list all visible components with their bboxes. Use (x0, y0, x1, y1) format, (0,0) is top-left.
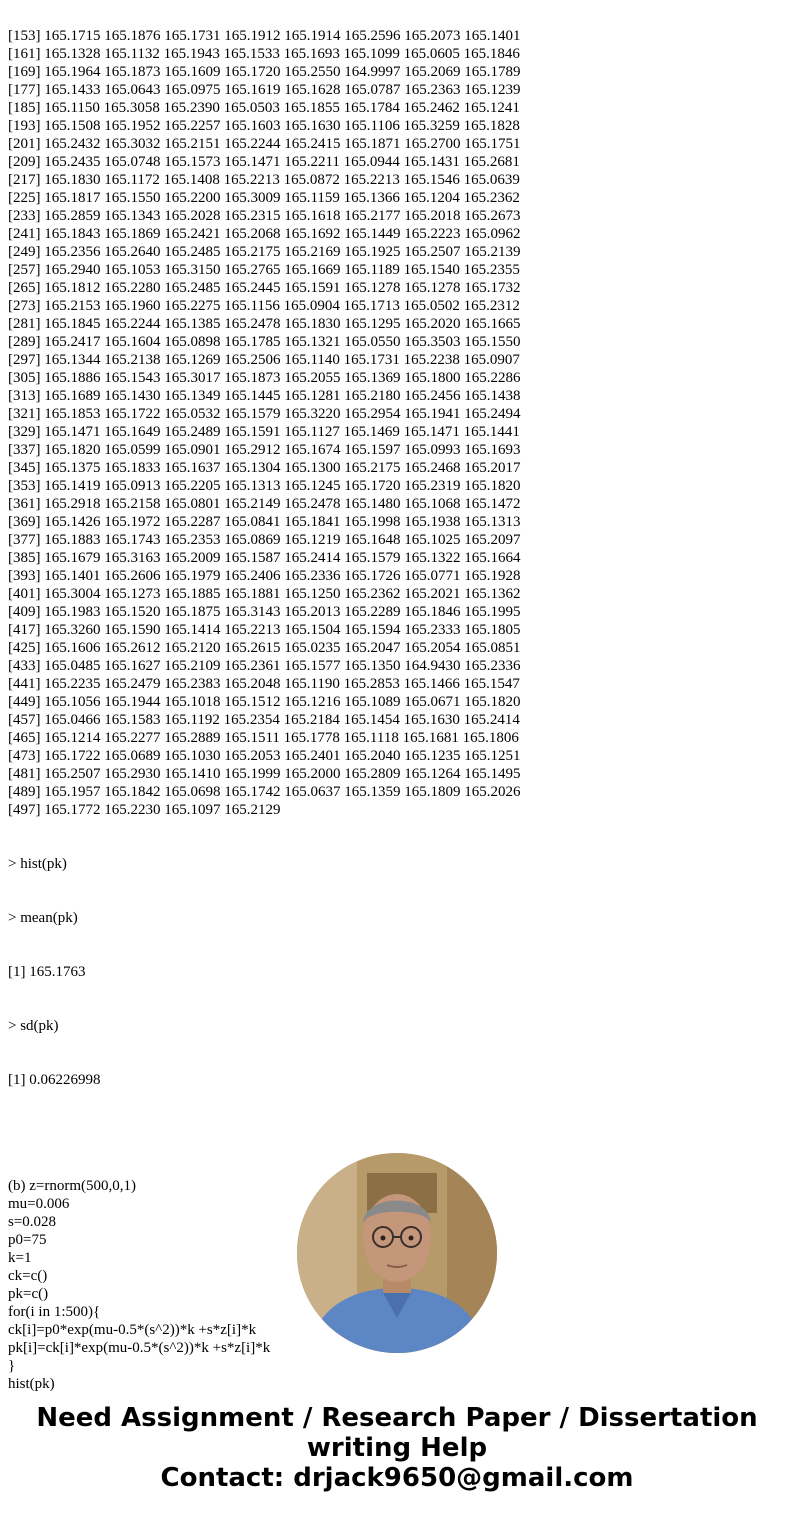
output-line: [441] 165.2235 165.2479 165.2383 165.2048 165.1190 165.2853 165.1466 165.1547 (8, 676, 520, 692)
code-line: ck[i]=p0*exp(mu-0.5*(s^2))*k +s*z[i]*k (8, 1322, 257, 1338)
code-line: ck=c() (8, 1268, 48, 1284)
output-line: [377] 165.1883 165.1743 165.2353 165.0869 165.1219 165.1648 165.1025 165.2097 (8, 532, 521, 548)
code-line: (b) z=rnorm(500,0,1) (8, 1178, 137, 1194)
promo-line-1: Need Assignment / Research Paper / Dissertation (36, 1403, 758, 1433)
hist-command: > hist(pk) (8, 856, 67, 872)
output-line: [457] 165.0466 165.1583 165.1192 165.2354 165.2184 165.1454 165.1630 165.2414 (8, 712, 520, 728)
output-line: [297] 165.1344 165.2138 165.1269 165.2506 165.1140 165.1731 165.2238 165.0907 (8, 352, 520, 368)
output-line: [425] 165.1606 165.2612 165.2120 165.2615 165.0235 165.2047 165.2054 165.0851 (8, 640, 521, 656)
output-line: [209] 165.2435 165.0748 165.1573 165.1471 165.2211 165.0944 165.1431 165.2681 (8, 154, 520, 170)
output-line: [281] 165.1845 165.2244 165.1385 165.2478 165.1830 165.1295 165.2020 165.1665 (8, 316, 521, 332)
output-line: [289] 165.2417 165.1604 165.0898 165.1785 165.1321 165.0550 165.3503 165.1550 (8, 334, 521, 350)
output-line: [497] 165.1772 165.2230 165.1097 165.2129 (8, 802, 281, 818)
output-line: [265] 165.1812 165.2280 165.2485 165.2445 165.1591 165.1278 165.1278 165.1732 (8, 280, 521, 296)
output-line: [353] 165.1419 165.0913 165.2205 165.1313 165.1245 165.1720 165.2319 165.1820 (8, 478, 521, 494)
promo-contact: Contact: drjack9650@gmail.com (160, 1463, 634, 1493)
output-line: [401] 165.3004 165.1273 165.1885 165.1881 165.1250 165.2362 165.2021 165.1362 (8, 586, 521, 602)
code-line: } (8, 1358, 16, 1374)
output-line: [473] 165.1722 165.0689 165.1030 165.2053 165.2401 165.2040 165.1235 165.1251 (8, 748, 521, 764)
output-line: [489] 165.1957 165.1842 165.0698 165.1742 165.0637 165.1359 165.1809 165.2026 (8, 784, 521, 800)
author-avatar (297, 1153, 497, 1353)
code-line: pk=c() (8, 1286, 49, 1302)
code-line: pk[i]=ck[i]*exp(mu-0.5*(s^2))*k +s*z[i]*k (8, 1340, 271, 1356)
output-line: [369] 165.1426 165.1972 165.2287 165.0841 165.1841 165.1998 165.1938 165.1313 (8, 514, 521, 530)
output-line: [481] 165.2507 165.2930 165.1410 165.1999 165.2000 165.2809 165.1264 165.1495 (8, 766, 521, 782)
output-line: [177] 165.1433 165.0643 165.0975 165.1619 165.1628 165.0787 165.2363 165.1239 (8, 82, 521, 98)
code-line: for(i in 1:500){ (8, 1304, 101, 1320)
code-line: hist(pk) (8, 1376, 55, 1392)
mean-command: > mean(pk) (8, 910, 78, 926)
output-line: [329] 165.1471 165.1649 165.2489 165.1591 165.1127 165.1469 165.1471 165.1441 (8, 424, 520, 440)
output-line: [273] 165.2153 165.1960 165.2275 165.1156 165.0904 165.1713 165.0502 165.2312 (8, 298, 520, 314)
output-line: [161] 165.1328 165.1132 165.1943 165.1533 165.1693 165.1099 165.0605 165.1846 (8, 46, 520, 62)
output-line: [217] 165.1830 165.1172 165.1408 165.2213 165.0872 165.2213 165.1546 165.0639 (8, 172, 520, 188)
mean-result: [1] 165.1763 (8, 964, 86, 980)
output-line: [233] 165.2859 165.1343 165.2028 165.2315 165.1618 165.2177 165.2018 165.2673 (8, 208, 521, 224)
sd-command: > sd(pk) (8, 1018, 59, 1034)
promo-line-2: writing Help (306, 1433, 488, 1463)
output-line: [409] 165.1983 165.1520 165.1875 165.3143 165.2013 165.2289 165.1846 165.1995 (8, 604, 521, 620)
output-line: [193] 165.1508 165.1952 165.2257 165.1603 165.1630 165.1106 165.3259 165.1828 (8, 118, 520, 134)
output-line: [225] 165.1817 165.1550 165.2200 165.3009 165.1159 165.1366 165.1204 165.2362 (8, 190, 520, 206)
sd-result: [1] 0.06226998 (8, 1072, 101, 1088)
promo-banner (0, 1403, 794, 1493)
output-line: [257] 165.2940 165.1053 165.3150 165.2765 165.1669 165.1189 165.1540 165.2355 (8, 262, 520, 278)
output-line: [433] 165.0485 165.1627 165.2109 165.2361 165.1577 165.1350 164.9430 165.2336 (8, 658, 521, 674)
output-line: [241] 165.1843 165.1869 165.2421 165.2068 165.1692 165.1449 165.2223 165.0962 (8, 226, 521, 242)
code-line: s=0.028 (8, 1214, 57, 1230)
output-line: [305] 165.1886 165.1543 165.3017 165.1873 165.2055 165.1369 165.1800 165.2286 (8, 370, 521, 386)
code-line: mu=0.006 (8, 1196, 70, 1212)
output-line: [449] 165.1056 165.1944 165.1018 165.1512 165.1216 165.1089 165.0671 165.1820 (8, 694, 521, 710)
output-line: [361] 165.2918 165.2158 165.0801 165.2149 165.2478 165.1480 165.1068 165.1472 (8, 496, 521, 512)
code-line: k=1 (8, 1250, 32, 1266)
output-line: [201] 165.2432 165.3032 165.2151 165.2244 165.2415 165.1871 165.2700 165.1751 (8, 136, 521, 152)
output-line: [249] 165.2356 165.2640 165.2485 165.2175 165.2169 165.1925 165.2507 165.2139 (8, 244, 521, 260)
output-line: [393] 165.1401 165.2606 165.1979 165.2406 165.2336 165.1726 165.0771 165.1928 (8, 568, 521, 584)
code-line: p0=75 (8, 1232, 47, 1248)
output-line: [465] 165.1214 165.2277 165.2889 165.1511 165.1778 165.1118 165.1681 165.1806 (8, 730, 519, 746)
output-block (8, 27, 521, 819)
output-line: [337] 165.1820 165.0599 165.0901 165.2912 165.1674 165.1597 165.0993 165.1693 (8, 442, 521, 458)
author-portrait-image (297, 1153, 497, 1353)
spacer (8, 1125, 521, 1141)
output-line: [385] 165.1679 165.3163 165.2009 165.1587 165.2414 165.1579 165.1322 165.1664 (8, 550, 521, 566)
output-line: [345] 165.1375 165.1833 165.1637 165.1304 165.1300 165.2175 165.2468 165.2017 (8, 460, 521, 476)
output-line: [313] 165.1689 165.1430 165.1349 165.1445 165.1281 165.2180 165.2456 165.1438 (8, 388, 521, 404)
output-line: [417] 165.3260 165.1590 165.1414 165.2213 165.1504 165.1594 165.2333 165.1805 (8, 622, 521, 638)
output-line: [185] 165.1150 165.3058 165.2390 165.0503 165.1855 165.1784 165.2462 165.1241 (8, 100, 520, 116)
output-line: [169] 165.1964 165.1873 165.1609 165.1720 165.2550 164.9997 165.2069 165.1789 (8, 64, 521, 80)
output-line: [153] 165.1715 165.1876 165.1731 165.1912 165.1914 165.2596 165.2073 165.1401 (8, 28, 521, 44)
output-line: [321] 165.1853 165.1722 165.0532 165.1579 165.3220 165.2954 165.1941 165.2494 (8, 406, 521, 422)
